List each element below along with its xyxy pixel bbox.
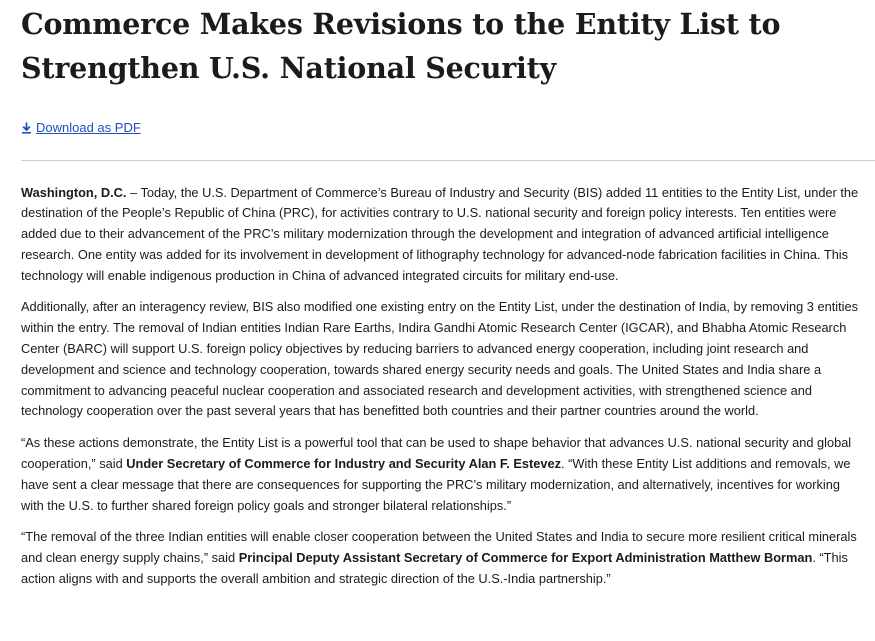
- speaker-1: Under Secretary of Commerce for Industry and Security Alan F. Estevez: [126, 456, 562, 472]
- download-icon: [21, 122, 32, 134]
- article-body: [21, 183, 861, 590]
- download-pdf-link[interactable]: [21, 120, 141, 135]
- speaker-2: Principal Deputy Assistant Secretary of Commerce for Export Administration Matthew Borman: [238, 550, 813, 566]
- quote-2-intro: “The removal of the three Indian entities will enable closer cooperation between the United States and India to secure more resilient critical minerals and clean energy supply chains,” said: [21, 529, 857, 566]
- paragraph-1: [21, 183, 861, 287]
- download-pdf-label: Download as PDF: [36, 120, 141, 135]
- page-title: Commerce Makes Revisions to the Entity List to Strengthen U.S. National Security: [21, 7, 781, 85]
- paragraph-4: [21, 527, 861, 589]
- paragraph-1-text: – Today, the U.S. Department of Commerce’s Bureau of Industry and Security (BIS) added 11 entities to the Entity List, under the destination of the People’s Republic of China (PRC), for activities contrary to U.S. national security and foreign policy interests. Ten entities were added due to their advancement of the PRC’s military modernization through the development and integration of advanced artificial intelligence research. One entity was added for its involvement in development of lithography technology for advanced-node fabrication facilities in China. This technology will enable indigenous production in China of advanced integrated circuits for military end-use.: [21, 184, 859, 283]
- quote-2-text: . “This action aligns with and supports the overall ambition and strategic direction of the U.S.-India partnership.”: [21, 550, 848, 587]
- divider: [21, 160, 875, 161]
- paragraph-3: [21, 433, 861, 516]
- quote-1-intro: “As these actions demonstrate, the Entity List is a powerful tool that can be used to shape behavior that advances U.S. national security and global cooperation,” said: [21, 435, 852, 472]
- paragraph-2: Additionally, after an interagency review, BIS also modified one existing entry on the Entity List, under the destination of India, by removing 3 entities within the entry. The removal of Indian entities Indian Rare Earths, Indira Gandhi Atomic Research Center (IGCAR), and Bhabha Atomic Research Center (BARC) will support U.S. foreign policy objectives by reducing barriers to advanced energy cooperation, including joint research and development and science and technology cooperation, towards shared energy security needs and goals. The United States and India share a commitment to advancing peaceful nuclear cooperation and associated research and development activities, with strengthened science and technology cooperation over the past several years that has benefitted both countries and their partner countries around the world.: [21, 299, 859, 419]
- quote-1-text: . “With these Entity List additions and removals, we have sent a clear message that there are consequences for supporting the PRC’s military modernization, and alternatively, incentives for working with the U.S. to further shared foreign policy goals and stronger bilateral relationships.”: [21, 456, 851, 513]
- dateline: Washington, D.C.: [21, 184, 127, 200]
